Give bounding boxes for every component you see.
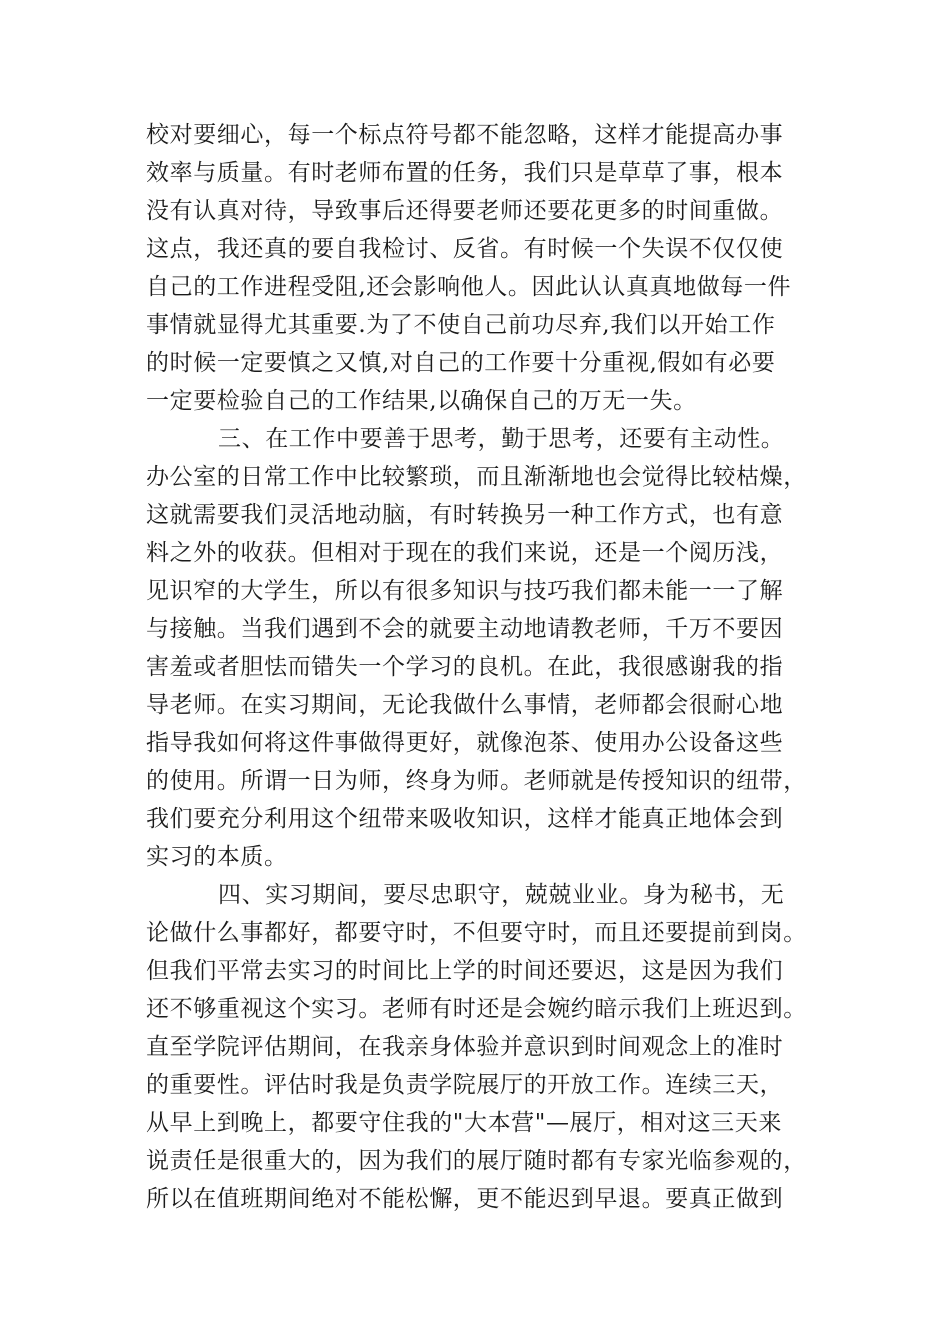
text-line: 的使用。所谓一日为师，终身为师。老师就是传授知识的纽带， [146,768,807,794]
text-line: 这就需要我们灵活地动脑，有时转换另一种工作方式，也有意 [146,502,784,528]
text-line: 事情就显得尤其重要.为了不使自己前功尽弃,我们以开始工作 [146,312,776,338]
text-line: 从早上到晚上，都要守住我的"大本营"—展厅，相对这三天来 [146,1110,782,1136]
section-heading-4: 四、实习期间，要尽忠职守，兢兢业业。身为秘书，无 [218,882,785,908]
section-heading-3: 三、在工作中要善于思考，勤于思考，还要有主动性。 [218,426,785,452]
text-line: 所以在值班期间绝对不能松懈，更不能迟到早退。要真正做到 [146,1186,784,1212]
text-line: 见识窄的大学生，所以有很多知识与技巧我们都未能一一了解 [146,578,784,604]
text-line: 导老师。在实习期间，无论我做什么事情，老师都会很耐心地 [146,692,784,718]
text-line: 我们要充分利用这个纽带来吸收知识，这样才能真正地体会到 [146,806,784,832]
text-line: 但我们平常去实习的时间比上学的时间还要迟，这是因为我们 [146,958,784,984]
text-line: 的时候一定要慎之又慎,对自己的工作要十分重视,假如有必要 [146,350,776,376]
text-line: 实习的本质。 [146,844,288,870]
text-line: 的重要性。评估时我是负责学院展厅的开放工作。连续三天， [146,1072,784,1098]
text-line: 一定要检验自己的工作结果,以确保自己的万无一失。 [146,388,697,414]
text-line: 论做什么事都好，都要守时，不但要守时，而且还要提前到岗。 [146,920,807,946]
text-line: 指导我如何将这件事做得更好，就像泡茶、使用办公设备这些 [146,730,784,756]
text-line: 直至学院评估期间，在我亲身体验并意识到时间观念上的准时 [146,1034,784,1060]
body-text [146,116,806,1218]
text-line: 还不够重视这个实习。老师有时还是会婉约暗示我们上班迟到。 [146,996,807,1022]
text-line: 效率与质量。有时老师布置的任务，我们只是草草了事，根本 [146,160,784,186]
text-line: 说责任是很重大的，因为我们的展厅随时都有专家光临参观的， [146,1148,807,1174]
text-line: 害羞或者胆怯而错失一个学习的良机。在此，我很感谢我的指 [146,654,784,680]
text-line: 这点，我还真的要自我检讨、反省。有时候一个失误不仅仅使 [146,236,784,262]
text-line: 料之外的收获。但相对于现在的我们来说，还是一个阅历浅， [146,540,784,566]
text-line: 与接触。当我们遇到不会的就要主动地请教老师，千万不要因 [146,616,784,642]
text-line: 校对要细心，每一个标点符号都不能忽略，这样才能提高办事 [146,122,784,148]
text-line: 没有认真对待，导致事后还得要老师还要花更多的时间重做。 [146,198,784,224]
text-line: 办公室的日常工作中比较繁琐，而且渐渐地也会觉得比较枯燥， [146,464,807,490]
text-line: 自己的工作进程受阻,还会影响他人。因此认认真真地做每一件 [146,274,792,300]
